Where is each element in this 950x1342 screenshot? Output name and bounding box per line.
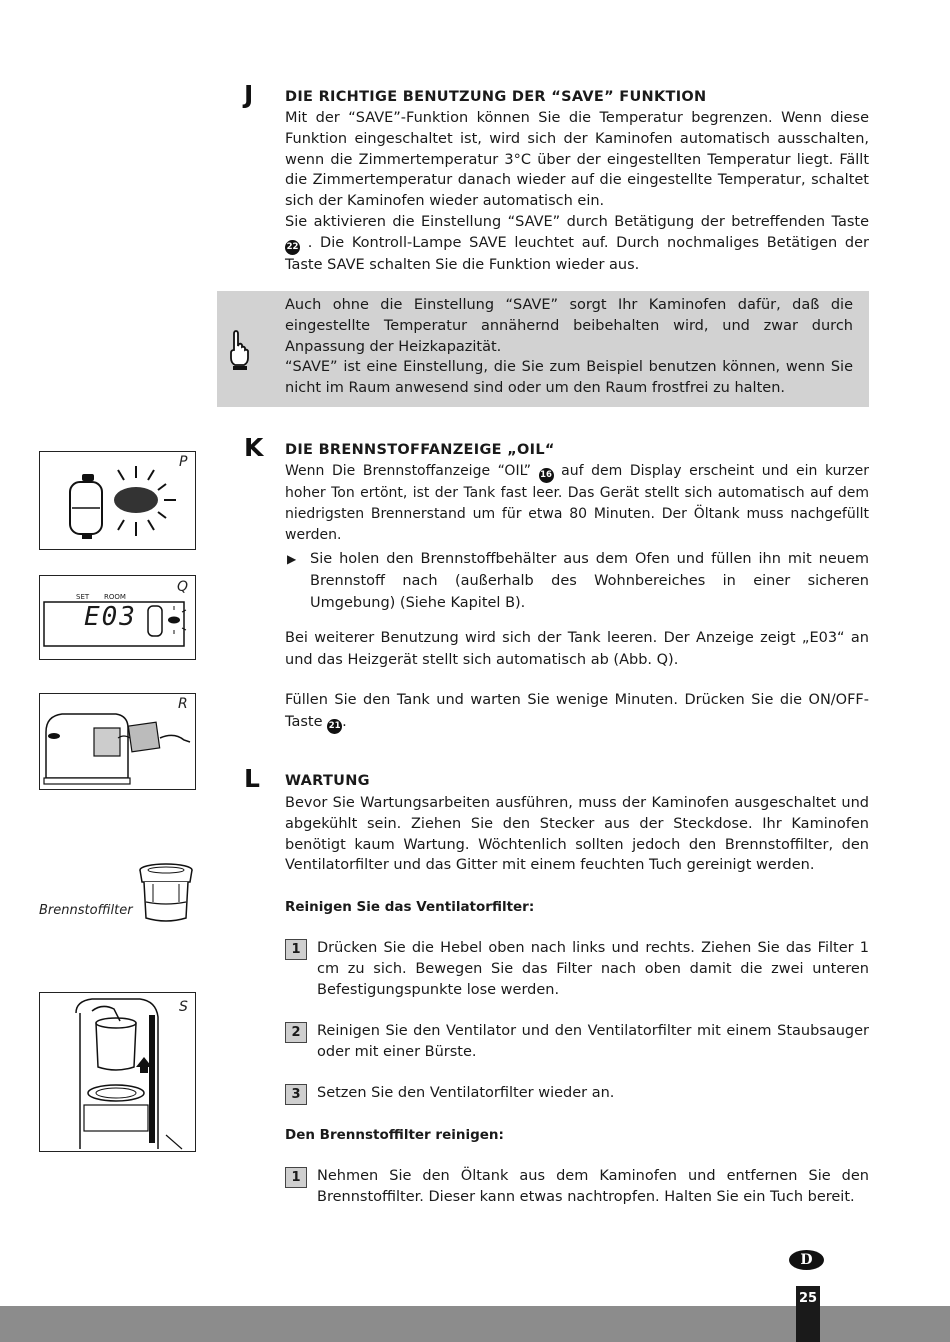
triangle-bullet-icon: ▶	[287, 552, 297, 566]
display-room-label: ROOM	[104, 593, 126, 601]
section-j-para2	[285, 212, 869, 276]
section-letter-l: L	[244, 764, 260, 793]
section-k-heading: DIE BRENNSTOFFANZEIGE „OIL“	[285, 442, 555, 458]
section-j-body	[285, 108, 869, 276]
section-j-para2-text: Sie aktivieren die Einstellung “SAVE” durch Betätigung der betreffenden Taste	[285, 213, 869, 230]
step-text: Setzen Sie den Ventilatorfilter wieder an.	[317, 1085, 615, 1101]
filter-removal-illustration	[40, 993, 195, 1151]
section-k-para3-tail: .	[342, 714, 347, 730]
fuel-filter-image	[135, 862, 197, 930]
section-k-para3	[285, 689, 869, 734]
step-number: 1	[285, 939, 307, 960]
step-number: 1	[285, 1167, 307, 1188]
fuel-gauge-illustration	[40, 452, 195, 549]
figure-s	[39, 992, 196, 1152]
step-text: Nehmen Sie den Öltank aus dem Kaminofen und entfernen Sie den Brennstoffilter. Dieser kann etwas nachtropfen. Halten Sie ein Tuch bereit.	[317, 1168, 869, 1205]
section-letter-j: J	[244, 80, 254, 109]
button-ref-21: 21	[327, 719, 342, 734]
fuel-filter-caption: Brennstoffilter	[39, 903, 133, 918]
section-letter-k: K	[244, 433, 264, 462]
display-error-code: E03	[84, 602, 137, 632]
subheading-ventilator-filter: Reinigen Sie das Ventilatorfilter:	[285, 899, 535, 915]
note-line1: Auch ohne die Einstellung “SAVE” sorgt Ihr Kaminofen dafür, daß die eingestellte Temperatur annähernd beibehalten wird, und zwar durch Anpassung der Heizkapazität.	[285, 297, 853, 355]
hand-pointing-icon	[225, 328, 251, 372]
subheading-fuel-filter: Den Brennstoffilter reinigen:	[285, 1127, 504, 1143]
step-text: Reinigen Sie den Ventilator und den Ventilatorfilter mit einem Staubsauger oder mit einer Bürste.	[317, 1023, 869, 1060]
button-ref-22: 22	[285, 240, 300, 255]
figure-p	[39, 451, 196, 550]
step-text: Drücken Sie die Hebel oben nach links und rechts. Ziehen Sie das Filter 1 cm zu sich. Bewegen Sie das Filter nach oben damit die zwei unteren Befestigungspunkte lose werden.	[317, 940, 869, 998]
heater-filter-illustration	[40, 694, 195, 789]
section-k-intro	[285, 461, 869, 545]
section-l-heading: WARTUNG	[285, 773, 370, 789]
display-set-label: SET	[76, 593, 90, 601]
section-k-para2: Bei weiterer Benutzung wird sich der Tank leeren. Der Anzeige zeigt „E03“ an und das Heizgerät stellt sich automatisch ab (Abb. Q).	[285, 630, 869, 668]
step-number: 3	[285, 1084, 307, 1105]
section-j-para1: Mit der “SAVE”-Funktion können Sie die Temperatur begrenzen. Wenn diese Funktion eingeschaltet ist, wird sich der Kaminofen automatisch ausschalten, wenn die Zimmertemperatur 3°C über der eingestellten Temperatur liegt. Fällt die Zimmertemperatur danach wieder auf die eingestellte Temperatur, schaltet sich der Kaminofen wieder automatisch ein.	[285, 110, 869, 210]
language-badge: D	[789, 1250, 824, 1270]
section-j-para2-tail: . Die Kontroll-Lampe SAVE leuchtet auf. Durch nochmaliges Betätigen der Taste SAVE schalten Sie die Funktion wieder aus.	[285, 234, 869, 273]
figure-q-label: Q	[177, 579, 189, 595]
section-k-para3-text: Füllen Sie den Tank und warten Sie wenige Minuten. Drücken Sie die ON/OFF-Taste	[285, 692, 869, 730]
step-number: 2	[285, 1022, 307, 1043]
note-line2: “SAVE” ist eine Einstellung, die Sie zum Beispiel benutzen können, wenn Sie nicht im Raum anwesend sind oder um den Raum frostfrei zu halten.	[285, 359, 853, 397]
figure-p-label: P	[179, 454, 188, 470]
note-text	[285, 295, 853, 399]
section-j-heading: DIE RICHTIGE BENUTZUNG DER “SAVE” FUNKTION	[285, 89, 707, 105]
section-k-intro-tail: auf dem Display erscheint und ein kurzer hoher Ton ertönt, ist der Tank fast leer. Das Gerät stellt sich automatisch auf dem niedrigsten Brennerstand um für etwa 80 Minuten. Der Öltank muss nachgefüllt werden.	[285, 463, 870, 543]
section-l-intro: Bevor Sie Wartungsarbeiten ausführen, muss der Kaminofen ausgeschaltet und abgekühlt sein. Ziehen Sie den Stecker aus der Steckdose. Ihr Kaminofen benötigt kaum Wartung. Wöchtenlich sollten jedoch den Brennstoffilter, den Ventilatorfilter und das Gitter mit einem feuchten Tuch gereinigt werden.	[285, 795, 869, 874]
figure-r-label: R	[178, 696, 188, 712]
figure-r	[39, 693, 196, 790]
section-k-intro-text: Wenn Die Brennstoffanzeige “OIL”	[285, 463, 531, 479]
indicator-ref-16: 16	[539, 468, 554, 483]
page-number: 25	[796, 1286, 820, 1342]
figure-s-label: S	[179, 999, 188, 1015]
section-k-bullet: Sie holen den Brennstoffbehälter aus dem Ofen und füllen ihn mit neuem Brennstoff nach (außerhalb des Wohnbereiches in einer sicheren Umgebung) (Siehe Kapitel B).	[310, 551, 869, 611]
